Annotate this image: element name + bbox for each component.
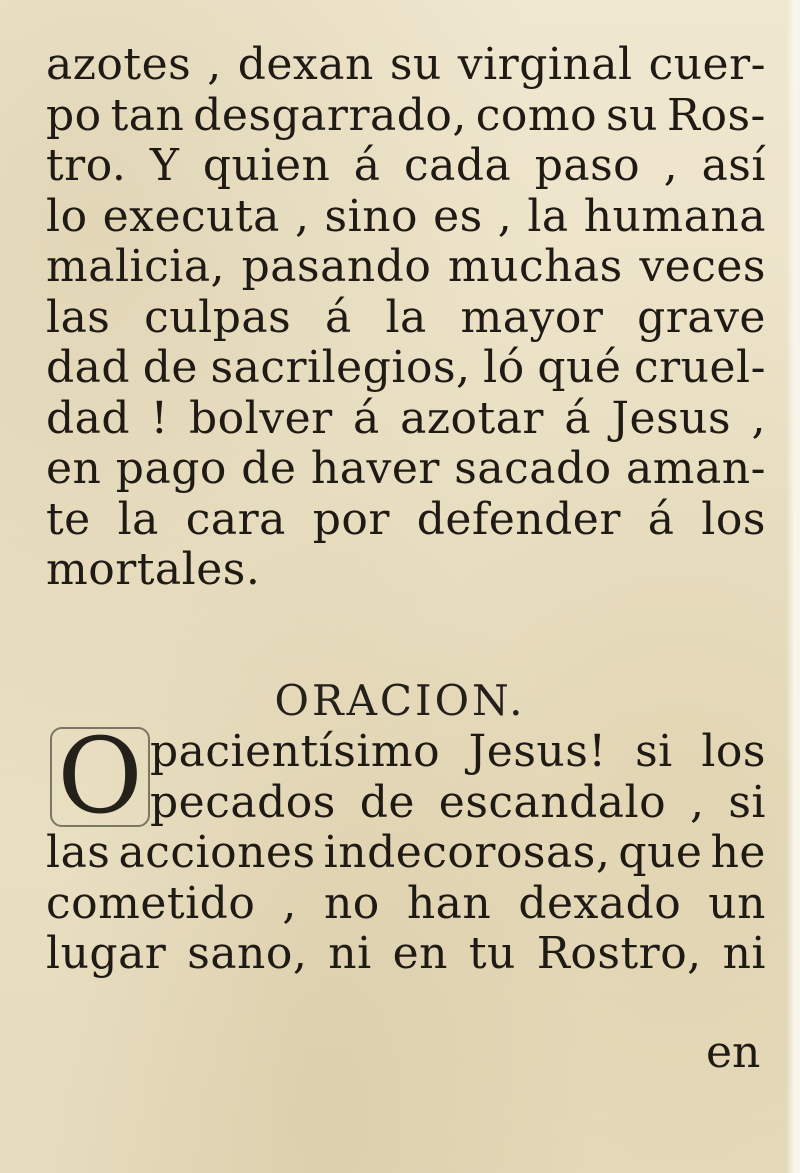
word: , [689,776,705,828]
word: quien [202,140,331,191]
word: pecados [150,776,336,828]
word: como [475,89,598,141]
word: sacrilegios, [210,342,471,393]
word: de [359,776,415,828]
word: á [324,291,352,343]
word: Y [149,140,180,191]
word: tu [468,928,516,979]
word: las [46,291,111,343]
catchword: en [706,1027,761,1078]
word: si [728,776,766,828]
word: , [663,140,679,191]
word: cara [185,493,286,545]
word: un [708,877,766,929]
word: veces [639,241,766,292]
word: po [46,89,102,141]
word: dexan [237,39,374,90]
word: pasando [241,241,432,292]
word: Rostro, [536,928,702,979]
page-edge [786,0,800,1173]
word: malicia, [46,241,226,292]
word: Ros- [666,89,766,141]
text-line [46,293,766,344]
word: á [353,392,380,444]
word: virginal [457,39,633,90]
section-heading: ORACION. [274,676,526,725]
word: la [117,493,159,545]
word: ni [328,928,372,979]
word: mortales. [46,544,261,595]
word: cruel- [634,342,766,393]
word: he [710,827,766,878]
text-line [46,192,766,243]
word: sano, [187,928,308,979]
word: la [527,190,569,242]
word: te [46,493,91,545]
word: en [46,443,102,494]
text-line [46,343,766,394]
text-line [46,40,766,91]
word: no [323,877,380,929]
word: dexado [518,877,682,929]
word: cada [403,140,512,191]
word: dad [46,392,131,444]
word: los [701,726,766,777]
word: tro. [46,140,127,191]
text-line [46,495,766,546]
word: humana [583,190,766,242]
word: , [282,877,297,929]
word: culpas [144,291,292,343]
word: su [389,39,442,90]
text-line [46,828,766,879]
word: por [312,493,390,545]
word: en [392,928,448,979]
word: grave [637,291,766,343]
word: que [618,827,703,878]
word: , [294,190,310,242]
word: azotar [400,392,544,444]
text-line [46,141,766,192]
text-line [46,91,766,142]
word: pago [115,443,227,494]
word: executa [102,190,280,242]
word: paso [534,140,641,191]
word: cometido [46,877,256,929]
word: ! [150,392,169,444]
body-text [46,40,766,596]
word: escandalo [438,776,667,828]
word: , [751,392,766,444]
word: dad [46,342,131,393]
drop-cap: O [57,715,143,837]
word: lugar [46,928,167,979]
word: , [497,190,513,242]
word: así [701,140,766,191]
word: muchas [447,241,623,292]
word: indecorosas, [323,827,611,878]
word: Jesus! [468,726,607,777]
word: á [353,140,381,191]
word: de [142,342,198,393]
word: si [635,726,673,777]
word: bolver [188,392,333,444]
word: defender [416,493,621,545]
text-line [46,929,766,980]
word: de [241,443,297,494]
word: cuer- [648,39,766,90]
text-line [46,394,766,445]
text-line [46,444,766,495]
word: á [564,392,592,444]
word: han [406,877,492,929]
word: desgarrado, [193,89,467,141]
word: ni [722,928,766,979]
prayer-text [46,715,766,980]
word: los [701,493,766,545]
word: sino [324,190,419,242]
word: sacado [454,443,612,494]
word: es [433,190,483,242]
text-line [150,778,766,829]
word: azotes [46,39,192,90]
word: pacientísimo [150,726,441,777]
word: Jesus [611,392,732,444]
text-line [46,242,766,293]
text-line [46,879,766,930]
word: su [606,89,658,141]
word: qué [537,342,622,393]
word: haver [310,443,440,494]
text-line [150,727,766,778]
word: mayor [460,291,604,343]
word: las [46,827,111,878]
word: acciones [118,827,316,878]
word: ló [483,342,525,393]
word: , [207,39,222,90]
text-line [46,545,766,596]
word: lo [46,190,88,242]
word: aman- [626,443,766,494]
word: á [647,493,675,545]
word: la [385,291,427,343]
word: tan [110,89,185,141]
